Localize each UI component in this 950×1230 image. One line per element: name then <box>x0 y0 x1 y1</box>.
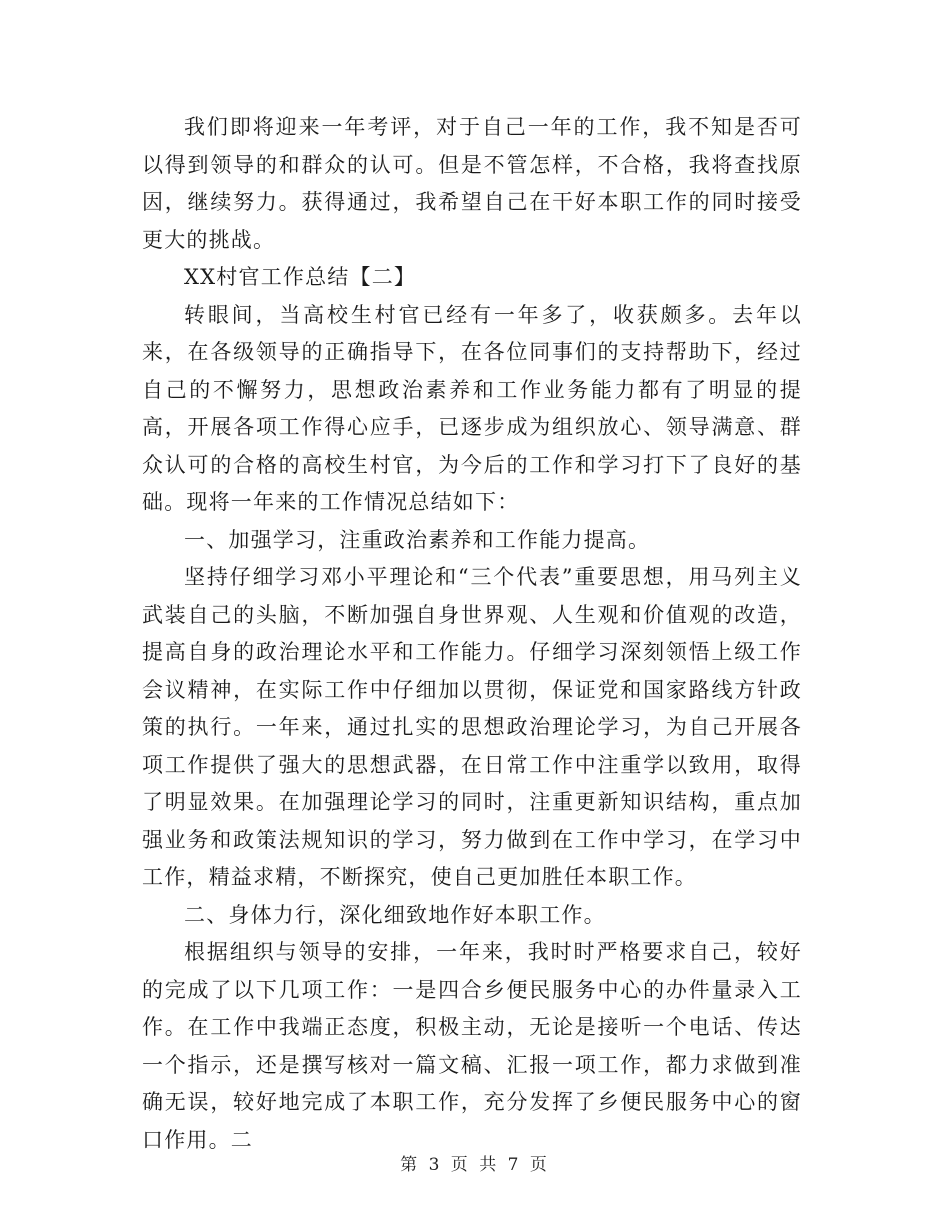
subheading-study: 一、加强学习，注重政治素养和工作能力提高。 <box>184 527 651 552</box>
page-number-footer: 第 3 页 共 7 页 <box>400 1155 550 1175</box>
paragraph-intro: 转眼间，当高校生村官已经有一年多了，收获颇多。去年以来，在各级领导的正确指导下，在各位同事们的支持帮助下，经过自己的不懈努力，思想政治素养和工作业务能力都有了明显的提高，开展各项工作得心应手，已逐步成为组织放心、领导满意、群众认可的合格的高校生村官，为今后的工作和学习打下了良好的基础。现将一年来的工作情况总结如下： <box>142 302 802 514</box>
subheading-work: 二、身体力行，深化细致地作好本职工作。 <box>184 902 606 927</box>
paragraph-work: 根据组织与领导的安排，一年来，我时时严格要求自己，较好的完成了以下几项工作：一是四合乡便民服务中心的办件量录入工作。在工作中我端正态度，积极主动，无论是接听一个电话、传达一个指示，还是撰写核对一篇文稿、汇报一项工作，都力求做到准确无误，较好地完成了本职工作，充分发挥了乡便民服务中心的窗口作用。二 <box>142 940 802 1152</box>
section-heading: XX村官工作总结【二】 <box>184 265 417 289</box>
paragraph-study: 坚持仔细学习邓小平理论和“三个代表”重要思想，用马列主义武装自己的头脑，不断加强自身世界观、人生观和价值观的改造，提高自身的政治理论水平和工作能力。仔细学习深刻领悟上级工作会议精神，在实际工作中仔细加以贯彻，保证党和国家路线方针政策的执行。一年来，通过扎实的思想政治理论学习，为自己开展各项工作提供了强大的思想武器，在日常工作中注重学以致用，取得了明显效果。在加强理论学习的同时，注重更新知识结构，重点加强业务和政策法规知识的学习，努力做到在工作中学习，在学习中工作，精益求精，不断探究，使自己更加胜任本职工作。 <box>142 565 802 889</box>
paragraph-closing: 我们即将迎来一年考评，对于自己一年的工作，我不知是否可以得到领导的和群众的认可。但是不管怎样，不合格，我将查找原因，继续努力。获得通过，我希望自己在干好本职工作的同时接受更大的挑战。 <box>142 115 802 252</box>
document-body <box>142 109 802 1159</box>
